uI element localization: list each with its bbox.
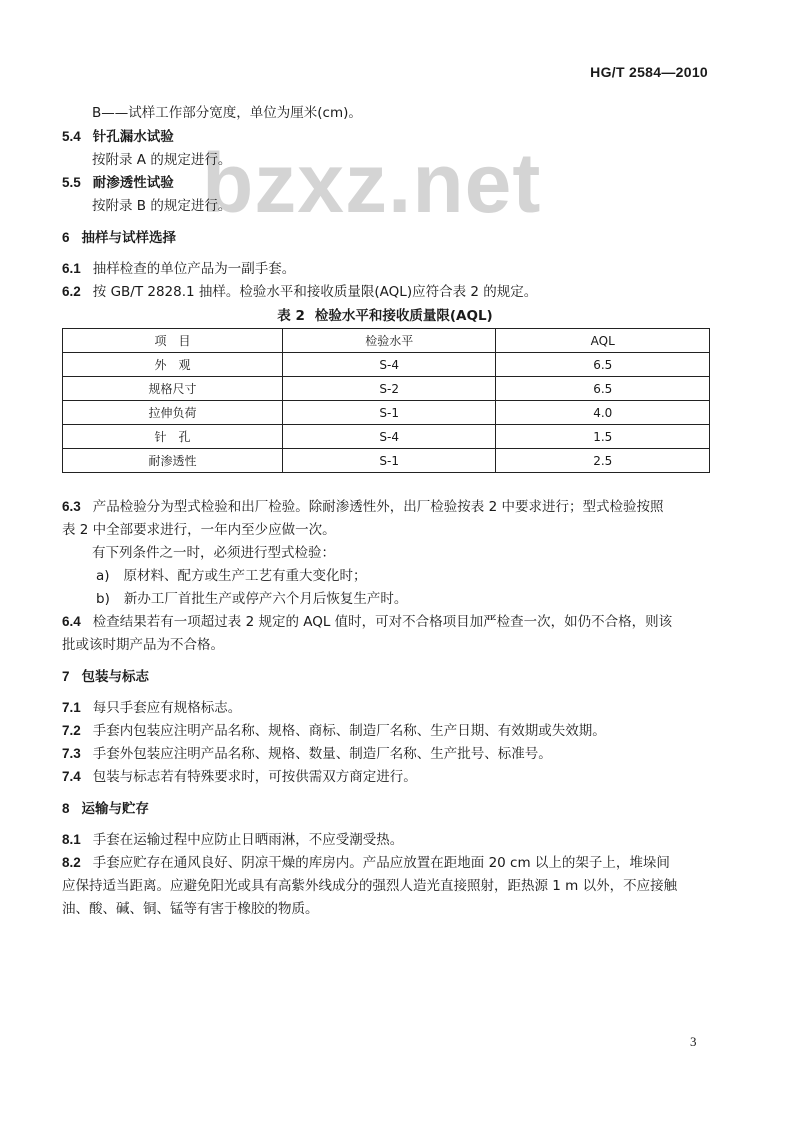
clause-7-3 xyxy=(62,744,552,764)
watermark: bzxz.net xyxy=(202,136,542,230)
clause-number: 5.4 xyxy=(62,129,81,144)
table-cell: 拉伸负荷 xyxy=(63,401,283,425)
clause-number: 6.1 xyxy=(62,261,81,276)
table-cell: 1.5 xyxy=(496,425,710,449)
clause-title: 耐渗透性试验 xyxy=(92,175,174,191)
column-header: 项 目 xyxy=(63,329,283,353)
section-title: 包装与标志 xyxy=(81,669,150,685)
table-cell: 外 观 xyxy=(63,353,283,377)
clause-number: 5.5 xyxy=(62,175,81,190)
clause-6-3-item-b xyxy=(96,589,407,609)
table-cell: S-1 xyxy=(282,449,496,473)
clause-number: 8.1 xyxy=(62,832,81,847)
column-header: AQL xyxy=(496,329,710,353)
table-row xyxy=(63,377,710,401)
section-number: 7 xyxy=(62,669,70,684)
clause-7-4 xyxy=(62,767,417,787)
table-title: 检验水平和接收质量限(AQL) xyxy=(314,308,493,324)
clause-text: 每只手套应有规格标志。 xyxy=(92,700,242,716)
b-definition: B——试样工作部分宽度，单位为厘米(cm)。 xyxy=(92,105,362,121)
section-title: 抽样与试样选择 xyxy=(81,230,177,246)
clause-8-1 xyxy=(62,830,403,850)
clause-6-3-line-2: 表 2 中全部要求进行，一年内至少应做一次。 xyxy=(62,522,336,538)
clause-text: 按 GB/T 2828.1 抽样。检验水平和接收质量限(AQL)应符合表 2 的规定。 xyxy=(92,284,538,300)
clause-number: 6.4 xyxy=(62,614,81,629)
list-text: 原材料、配方或生产工艺有重大变化时； xyxy=(123,568,367,584)
table-cell: 4.0 xyxy=(496,401,710,425)
clause-number: 7.4 xyxy=(62,769,81,784)
clause-title: 针孔漏水试验 xyxy=(92,129,174,145)
table-header-row xyxy=(63,329,710,353)
clause-number: 6.3 xyxy=(62,499,81,514)
clause-5-4-text: 按附录 A 的规定进行。 xyxy=(92,152,232,168)
clause-text: 手套外包装应注明产品名称、规格、数量、制造厂名称、生产批号、标准号。 xyxy=(92,746,552,762)
clause-5-4-heading xyxy=(62,127,174,147)
page-number: 3 xyxy=(690,1034,697,1049)
section-8-heading xyxy=(62,799,149,819)
clause-number: 7.3 xyxy=(62,746,81,761)
table-row xyxy=(63,425,710,449)
clause-text: 检查结果若有一项超过表 2 规定的 AQL 值时，可对不合格项目加严检查一次，如仍不合格，则该 xyxy=(92,614,673,630)
inspection-table xyxy=(62,328,710,473)
clause-6-4-line-2: 批或该时期产品为不合格。 xyxy=(62,637,224,653)
table-cell: 6.5 xyxy=(496,353,710,377)
section-7-heading xyxy=(62,667,149,687)
table-cell: 6.5 xyxy=(496,377,710,401)
section-number: 8 xyxy=(62,801,70,816)
table-cell: 耐渗透性 xyxy=(63,449,283,473)
section-6-heading xyxy=(62,228,176,248)
clause-text: 手套在运输过程中应防止日晒雨淋，不应受潮受热。 xyxy=(92,832,404,848)
column-header: 检验水平 xyxy=(282,329,496,353)
clause-6-3-line-1 xyxy=(62,497,663,517)
section-number: 6 xyxy=(62,230,70,245)
table-row xyxy=(63,449,710,473)
section-title: 运输与贮存 xyxy=(81,801,150,817)
list-text: 新办工厂首批生产或停产六个月后恢复生产时。 xyxy=(123,591,408,607)
list-label: a) xyxy=(96,568,110,584)
clause-number: 7.2 xyxy=(62,723,81,738)
clause-text: 抽样检查的单位产品为一副手套。 xyxy=(92,261,296,277)
clause-text: 产品检验分为型式检验和出厂检验。除耐渗透性外，出厂检验按表 2 中要求进行；型式检验按照 xyxy=(92,499,664,515)
clause-text: 手套内包装应注明产品名称、规格、商标、制造厂名称、生产日期、有效期或失效期。 xyxy=(92,723,606,739)
table-row xyxy=(63,353,710,377)
clause-6-2 xyxy=(62,282,537,302)
clause-text: 手套应贮存在通风良好、阴凉干燥的库房内。产品应放置在距地面 20 cm 以上的架子上，堆垛间 xyxy=(92,855,670,871)
clause-7-2 xyxy=(62,721,606,741)
clause-8-2-line-2: 应保持适当距离。应避免阳光或具有高紫外线成分的强烈人造光直接照射，距热源 1 m 以外，不应接触 xyxy=(62,878,678,894)
clause-text: 包装与标志若有特殊要求时，可按供需双方商定进行。 xyxy=(92,769,417,785)
clause-6-1 xyxy=(62,259,295,279)
table-number: 表 2 xyxy=(277,308,305,324)
clause-number: 8.2 xyxy=(62,855,81,870)
clause-8-2-line-1 xyxy=(62,853,670,873)
standard-code: HG/T 2584—2010 xyxy=(590,64,708,80)
clause-6-3-item-a xyxy=(96,566,367,586)
clause-5-5-text: 按附录 B 的规定进行。 xyxy=(92,198,232,214)
table-cell: 2.5 xyxy=(496,449,710,473)
table-cell: S-2 xyxy=(282,377,496,401)
list-label: b) xyxy=(96,591,110,607)
clause-number: 6.2 xyxy=(62,284,81,299)
clause-7-1 xyxy=(62,698,241,718)
clause-8-2-line-3: 油、酸、碱、铜、锰等有害于橡胶的物质。 xyxy=(62,901,319,917)
table-cell: 规格尺寸 xyxy=(63,377,283,401)
clause-6-3-line-3: 有下列条件之一时，必须进行型式检验： xyxy=(92,545,335,561)
table-cell: S-4 xyxy=(282,425,496,449)
clause-number: 7.1 xyxy=(62,700,81,715)
table-cell: S-4 xyxy=(282,353,496,377)
clause-6-4-line-1 xyxy=(62,612,672,632)
table-cell: S-1 xyxy=(282,401,496,425)
clause-5-5-heading xyxy=(62,173,174,193)
table-cell: 针 孔 xyxy=(63,425,283,449)
table-row xyxy=(63,401,710,425)
table-caption xyxy=(0,304,770,324)
